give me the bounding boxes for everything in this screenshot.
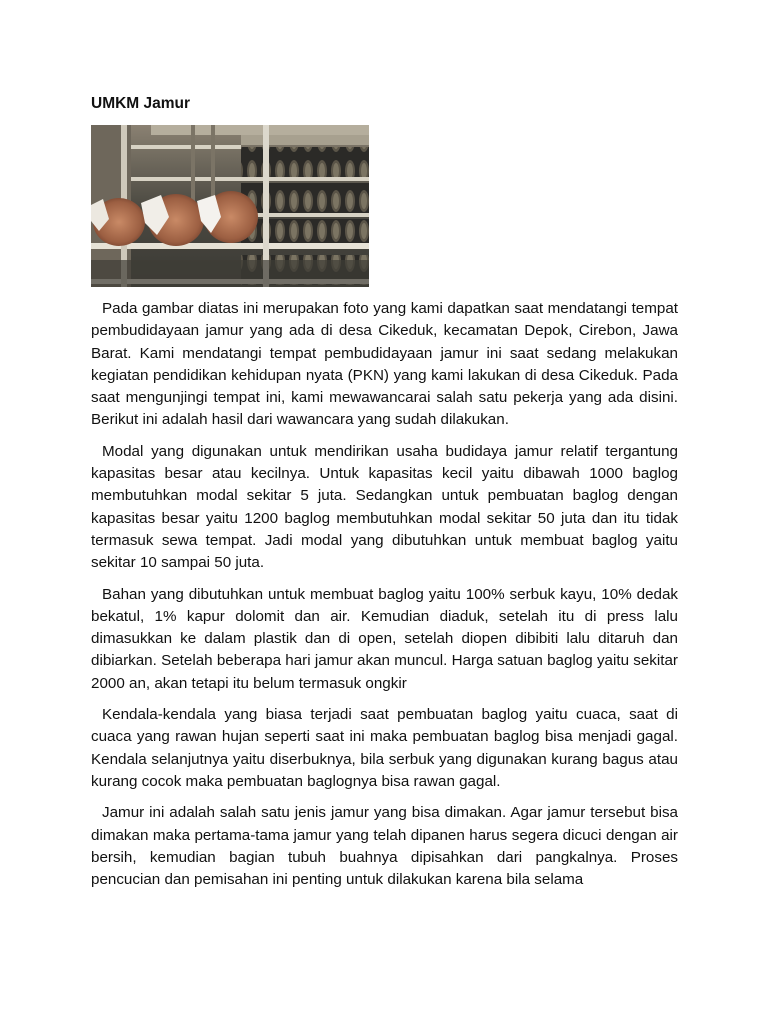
paragraph: Jamur ini adalah salah satu jenis jamur yang bisa dimakan. Agar jamur tersebut bisa dimakan maka pertama-tama jamur yang telah dipanen harus segera dicuci dengan air bersih, kemudian bagian tubuh buahnya dipisahkan dari pangkalnya. Proses pencucian dan pemisahan ini penting untuk dilakukan karena bila selama [91,804,678,889]
paragraph: Bahan yang dibutuhkan untuk membuat baglog yaitu 100% serbuk kayu, 10% dedak bekatul, 1% kapur dolomit dan air. Kemudian diaduk, setelah itu di press lalu dimasukkan ke dalam plastik dan di open, setelah diopen dibibiti lalu ditaruh dan dibiarkan. Setelah beberapa hari jamur akan muncul. Harga satuan baglog yaitu sekitar 2000 an, akan tetapi itu belum termasuk ongkir [91,585,678,692]
paragraph: Kendala-kendala yang biasa terjadi saat pembuatan baglog yaitu cuaca, saat di cuaca yang rawan hujan seperti saat ini maka pembuatan baglog bisa menjadi gagal. Kendala selanjutnya yaitu diserbuknya, bila serbuk yang digunakan kurang bagus atau kurang cocok maka pembuatan baglognya bisa rawan gagal. [91,706,678,790]
document-title: UMKM Jamur [91,95,191,112]
paragraph: Pada gambar diatas ini merupakan foto yang kami dapatkan saat mendatangi tempat pembudidayaan jamur yang ada di desa Cikeduk, kecamatan Depok, Cirebon, Jawa Barat. Kami mendatangi tempat pembudidayaan jamur ini saat sedang melakukan kegiatan pendidikan kehidupan nyata (PKN) yang kami lakukan di desa Cikeduk. Pada saat mengunjingi tempat ini, kami mewawancarai salah satu pekerja yang ada disini. Berikut ini adalah hasil dari wawancara yang sudah dilakukan. [91,300,678,429]
mushroom-baglog-photo [91,125,369,287]
document-body [91,298,678,900]
paragraph: Modal yang digunakan untuk mendirikan usaha budidaya jamur relatif tergantung kapasitas besar atau kecilnya. Untuk kapasitas kecil yaitu dibawah 1000 baglog membutuhkan modal sekitar 5 juta. Sedangkan untuk pembuatan baglog dengan kapasitas besar yaitu 1200 baglog membutuhkan modal sekitar 50 juta dan itu tidak termasuk sewa tempat. Jadi modal yang dibutuhkan untuk membuat baglog yaitu sekitar 10 sampai 50 juta. [91,442,678,572]
